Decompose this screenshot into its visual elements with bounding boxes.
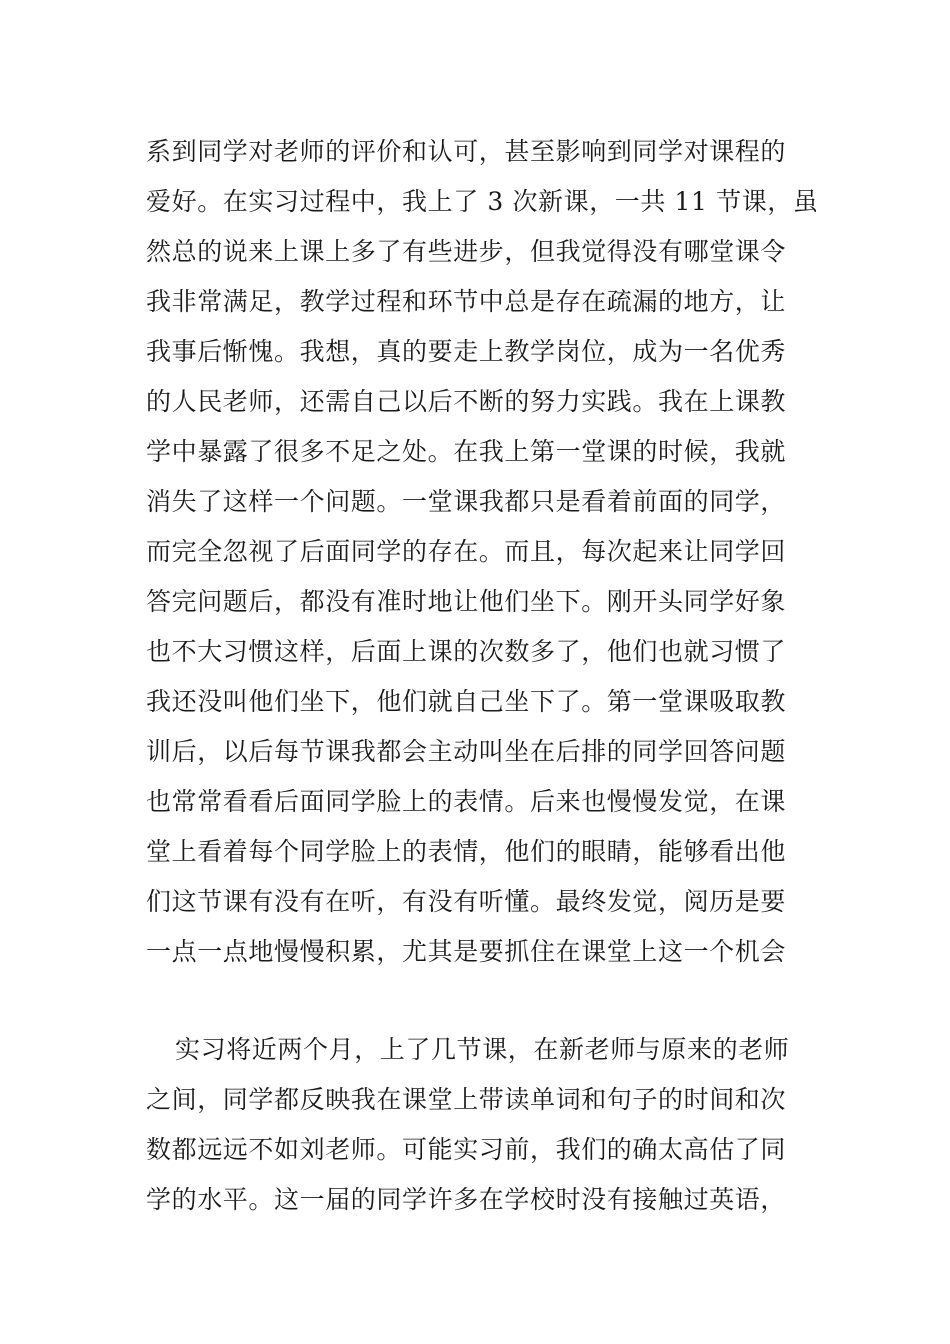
text-line: 也不大习惯这样，后面上课的次数多了，他们也就习惯了	[146, 637, 787, 666]
text-line: 也常常看看后面同学脸上的表情。后来也慢慢发觉，在课	[146, 787, 787, 816]
text-line: 爱好。在实习过程中，我上了 3 次新课，一共 11 节课，虽	[146, 187, 819, 216]
text-line: 我还没叫他们坐下，他们就自己坐下了。第一堂课吸取教	[146, 687, 787, 716]
text-line: 我事后惭愧。我想，真的要走上教学岗位，成为一名优秀	[146, 337, 787, 366]
text-line: 学中暴露了很多不足之处。在我上第一堂课的时候，我就	[146, 437, 787, 466]
text-line: 答完问题后，都没有准时地让他们坐下。刚开头同学好象	[146, 587, 787, 616]
text-line: 堂上看着每个同学脸上的表情，他们的眼睛，能够看出他	[146, 837, 787, 866]
text-line: 实习将近两个月，上了几节课，在新老师与原来的老师	[175, 1035, 790, 1064]
text-line: 我非常满足，教学过程和环节中总是存在疏漏的地方，让	[146, 287, 787, 316]
text-line: 然总的说来上课上多了有些进步，但我觉得没有哪堂课令	[146, 237, 787, 266]
text-line: 学的水平。这一届的同学许多在学校时没有接触过英语，	[146, 1185, 787, 1214]
text-line: 们这节课有没有在听，有没有听懂。最终发觉，阅历是要	[146, 887, 787, 916]
text-line: 数都远远不如刘老师。可能实习前，我们的确太高估了同	[146, 1135, 787, 1164]
text-line: 训后，以后每节课我都会主动叫坐在后排的同学回答问题	[146, 737, 787, 766]
text-line: 而完全忽视了后面同学的存在。而且，每次起来让同学回	[146, 537, 787, 566]
text-line: 的人民老师，还需自己以后不断的努力实践。我在上课教	[146, 387, 787, 416]
text-line: 一点一点地慢慢积累，尤其是要抓住在课堂上这一个机会	[146, 937, 787, 966]
text-line: 之间，同学都反映我在课堂上带读单词和句子的时间和次	[146, 1085, 787, 1114]
text-line: 消失了这样一个问题。一堂课我都只是看着前面的同学，	[146, 487, 787, 516]
text-line: 系到同学对老师的评价和认可，甚至影响到同学对课程的	[146, 137, 787, 166]
